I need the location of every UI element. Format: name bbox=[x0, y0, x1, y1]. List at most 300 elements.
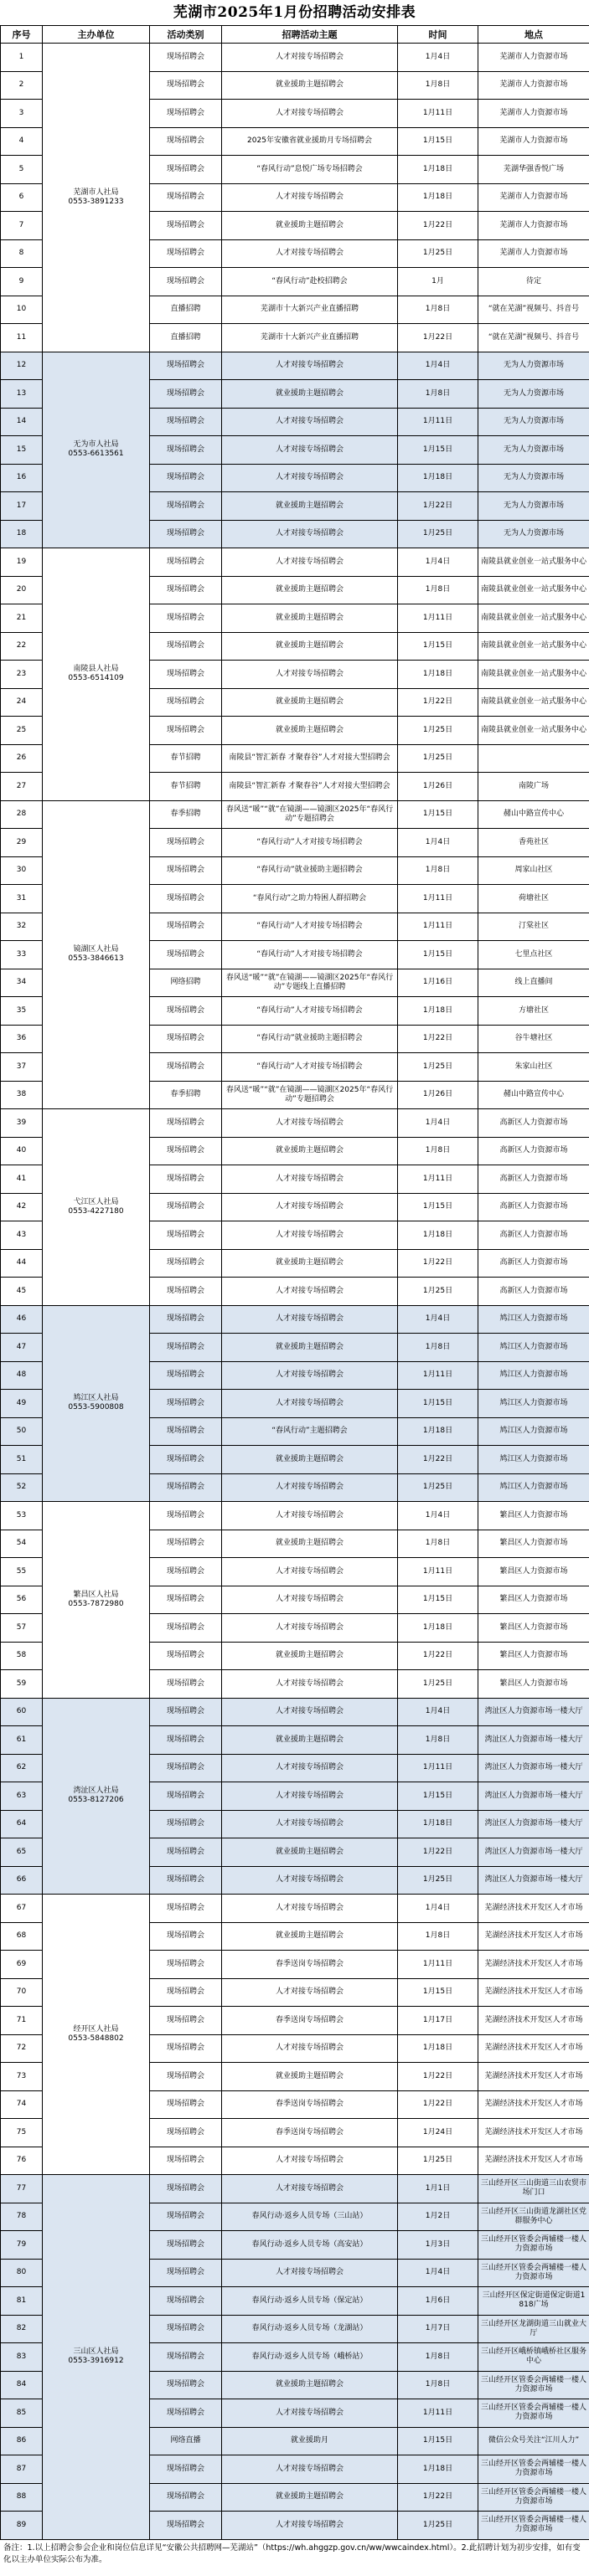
activity-type: 现场招聘会 bbox=[150, 239, 222, 268]
activity-theme: “春风行动”息悦广场专场招聘会 bbox=[222, 156, 398, 184]
organizer-cell bbox=[43, 1305, 150, 1502]
activity-date: 1月4日 bbox=[398, 829, 478, 857]
activity-theme: 春风行动·返乡人员专场（峨桥站） bbox=[222, 2343, 398, 2372]
organizer-phone: 0553-6514109 bbox=[68, 674, 123, 682]
activity-theme: 就业援助主题招聘会 bbox=[222, 1446, 398, 1474]
activity-place: 鸠江区人力资源市场 bbox=[478, 1305, 589, 1334]
activity-date: 1月2日 bbox=[398, 2203, 478, 2231]
activity-type: 现场招聘会 bbox=[150, 856, 222, 885]
row-number: 1 bbox=[1, 44, 43, 72]
activity-type: 现场招聘会 bbox=[150, 1866, 222, 1895]
activity-type: 现场招聘会 bbox=[150, 2175, 222, 2203]
activity-type: 现场招聘会 bbox=[150, 1305, 222, 1334]
activity-theme: 人才对接专场招聘会 bbox=[222, 1502, 398, 1530]
activity-theme: 人才对接专场招聘会 bbox=[222, 1782, 398, 1811]
row-number: 46 bbox=[1, 1305, 43, 1334]
activity-place: 无为人力资源市场 bbox=[478, 352, 589, 380]
activity-place: 芜湖华强香悦广场 bbox=[478, 156, 589, 184]
table-row bbox=[1, 1698, 589, 1726]
activity-theme: 人才对接专场招聘会 bbox=[222, 1670, 398, 1699]
activity-theme: 人才对接专场招聘会 bbox=[222, 1586, 398, 1614]
row-number: 25 bbox=[1, 717, 43, 745]
activity-type: 现场招聘会 bbox=[150, 1249, 222, 1278]
activity-theme: 人才对接专场招聘会 bbox=[222, 1895, 398, 1923]
row-number: 20 bbox=[1, 576, 43, 604]
activity-place: “就在芜湖”视频号、抖音号 bbox=[478, 296, 589, 324]
activity-date: 1月22日 bbox=[398, 1446, 478, 1474]
activity-type: 现场招聘会 bbox=[150, 604, 222, 633]
activity-theme: 就业援助主题招聘会 bbox=[222, 1838, 398, 1867]
row-number: 49 bbox=[1, 1390, 43, 1418]
activity-type: 现场招聘会 bbox=[150, 1221, 222, 1250]
activity-date: 1月18日 bbox=[398, 156, 478, 184]
row-number: 37 bbox=[1, 1053, 43, 1082]
row-number: 57 bbox=[1, 1614, 43, 1643]
activity-type: 现场招聘会 bbox=[150, 127, 222, 156]
organizer-cell bbox=[43, 352, 150, 548]
activity-theme: 人才对接专场招聘会 bbox=[222, 2175, 398, 2203]
activity-type: 现场招聘会 bbox=[150, 1446, 222, 1474]
activity-theme: “春风行动”赴校招聘会 bbox=[222, 268, 398, 296]
activity-theme: 人才对接专场招聘会 bbox=[222, 1165, 398, 1194]
activity-type: 现场招聘会 bbox=[150, 2034, 222, 2063]
activity-place: 繁昌区人力资源市场 bbox=[478, 1558, 589, 1586]
activity-theme: “春风行动”人才对接专场招聘会 bbox=[222, 829, 398, 857]
activity-theme: 就业援助主题招聘会 bbox=[222, 1922, 398, 1951]
activity-place: 芜湖经济技术开发区人才市场 bbox=[478, 1895, 589, 1923]
row-number: 70 bbox=[1, 1978, 43, 2007]
activity-place: 微信公众号关注“江川人力” bbox=[478, 2427, 589, 2455]
activity-place: 三山经开区龙湖街道三山就业大厅 bbox=[478, 2315, 589, 2343]
table-row bbox=[1, 352, 589, 380]
organizer-cell bbox=[43, 1109, 150, 1306]
activity-date: 1月4日 bbox=[398, 1895, 478, 1923]
activity-date: 1月25日 bbox=[398, 1473, 478, 1502]
activity-place: 芜湖市人力资源市场 bbox=[478, 44, 589, 72]
activity-type: 春节招聘 bbox=[150, 773, 222, 801]
row-number: 71 bbox=[1, 2007, 43, 2035]
activity-type: 现场招聘会 bbox=[150, 408, 222, 436]
activity-date: 1月11日 bbox=[398, 1754, 478, 1782]
activity-place: 芜湖市人力资源市场 bbox=[478, 212, 589, 240]
activity-type: 现场招聘会 bbox=[150, 100, 222, 128]
activity-date: 1月18日 bbox=[398, 1810, 478, 1838]
activity-theme: 人才对接专场招聘会 bbox=[222, 2455, 398, 2484]
activity-theme: 人才对接专场招聘会 bbox=[222, 239, 398, 268]
row-number: 40 bbox=[1, 1137, 43, 1165]
row-number: 78 bbox=[1, 2203, 43, 2231]
activity-type: 现场招聘会 bbox=[150, 2343, 222, 2372]
activity-place: 无为人力资源市场 bbox=[478, 520, 589, 548]
activity-theme: 人才对接专场招聘会 bbox=[222, 2399, 398, 2428]
activity-type: 现场招聘会 bbox=[150, 1361, 222, 1390]
organizer-name: 湾沚区人社局 bbox=[73, 1787, 118, 1795]
activity-type: 网络招聘 bbox=[150, 969, 222, 997]
activity-date: 1月15日 bbox=[398, 1193, 478, 1221]
row-number: 23 bbox=[1, 661, 43, 689]
activity-place: 方塘社区 bbox=[478, 997, 589, 1026]
activity-date: 1月15日 bbox=[398, 1586, 478, 1614]
row-number: 62 bbox=[1, 1754, 43, 1782]
activity-theme: 人才对接专场招聘会 bbox=[222, 183, 398, 212]
activity-type: 现场招聘会 bbox=[150, 1838, 222, 1867]
activity-place: 湾沚区人力资源市场一楼大厅 bbox=[478, 1698, 589, 1726]
activity-place: 三山经开区三山街道三山农贸市场门口 bbox=[478, 2175, 589, 2203]
activity-type: 现场招聘会 bbox=[150, 2007, 222, 2035]
activity-theme: 就业援助主题招聘会 bbox=[222, 632, 398, 661]
activity-type: 现场招聘会 bbox=[150, 1726, 222, 1755]
row-number: 10 bbox=[1, 296, 43, 324]
activity-place: 待定 bbox=[478, 268, 589, 296]
activity-type: 现场招聘会 bbox=[150, 661, 222, 689]
activity-type: 现场招聘会 bbox=[150, 1053, 222, 1082]
row-number: 3 bbox=[1, 100, 43, 128]
activity-type: 春节招聘 bbox=[150, 744, 222, 773]
row-number: 84 bbox=[1, 2371, 43, 2399]
row-number: 8 bbox=[1, 239, 43, 268]
activity-theme: 春季送岗专场招聘会 bbox=[222, 2090, 398, 2119]
activity-type: 现场招聘会 bbox=[150, 492, 222, 521]
activity-theme: 人才对接专场招聘会 bbox=[222, 1698, 398, 1726]
activity-theme: 就业援助主题招聘会 bbox=[222, 717, 398, 745]
header-no: 序号 bbox=[1, 26, 43, 44]
activity-type: 现场招聘会 bbox=[150, 829, 222, 857]
table-row bbox=[1, 1305, 589, 1334]
row-number: 44 bbox=[1, 1249, 43, 1278]
activity-theme: 春风行动·返乡人员专场（龙湖站） bbox=[222, 2315, 398, 2343]
row-number: 89 bbox=[1, 2512, 43, 2540]
activity-type: 现场招聘会 bbox=[150, 1642, 222, 1670]
activity-place: 高新区人力资源市场 bbox=[478, 1193, 589, 1221]
row-number: 77 bbox=[1, 2175, 43, 2203]
activity-date: 1月22日 bbox=[398, 2483, 478, 2512]
activity-type: 现场招聘会 bbox=[150, 1193, 222, 1221]
activity-place: 朱家山社区 bbox=[478, 1053, 589, 1082]
row-number: 81 bbox=[1, 2287, 43, 2316]
activity-date: 1月15日 bbox=[398, 1782, 478, 1811]
activity-type: 现场招聘会 bbox=[150, 268, 222, 296]
activity-date: 1月24日 bbox=[398, 2119, 478, 2147]
activity-type: 现场招聘会 bbox=[150, 2259, 222, 2287]
activity-theme: 人才对接专场招聘会 bbox=[222, 1193, 398, 1221]
table-row bbox=[1, 800, 589, 829]
activity-date: 1月22日 bbox=[398, 2063, 478, 2091]
organizer-cell bbox=[43, 800, 150, 1109]
table-row bbox=[1, 1895, 589, 1923]
activity-type: 现场招聘会 bbox=[150, 212, 222, 240]
activity-theme: 春风送“暖”“就”在镜湖——镜湖区2025年“春风行动”专题线上直播招聘 bbox=[222, 969, 398, 997]
organizer-phone: 0553-5900808 bbox=[68, 1403, 123, 1411]
activity-date: 1月8日 bbox=[398, 1726, 478, 1755]
activity-date: 1月8日 bbox=[398, 2343, 478, 2372]
activity-type: 现场招聘会 bbox=[150, 1165, 222, 1194]
activity-type: 现场招聘会 bbox=[150, 1530, 222, 1558]
activity-date: 1月22日 bbox=[398, 2090, 478, 2119]
activity-theme: 春风行动·返乡人员专场（三山站） bbox=[222, 2203, 398, 2231]
activity-theme: 人才对接专场招聘会 bbox=[222, 548, 398, 577]
activity-theme: 就业援助主题招聘会 bbox=[222, 2371, 398, 2399]
activity-place: 三山经开区管委会两辅楼一楼人力资源市场 bbox=[478, 2259, 589, 2287]
organizer-cell bbox=[43, 1895, 150, 2175]
activity-theme: “春风行动”主题招聘会 bbox=[222, 1417, 398, 1446]
activity-place: 无为人力资源市场 bbox=[478, 464, 589, 492]
activity-type: 现场招聘会 bbox=[150, 1670, 222, 1699]
activity-type: 现场招聘会 bbox=[150, 71, 222, 100]
activity-theme: 人才对接专场招聘会 bbox=[222, 100, 398, 128]
activity-date: 1月25日 bbox=[398, 2512, 478, 2540]
activity-date: 1月7日 bbox=[398, 2315, 478, 2343]
row-number: 53 bbox=[1, 1502, 43, 1530]
activity-date: 1月15日 bbox=[398, 632, 478, 661]
activity-date: 1月8日 bbox=[398, 71, 478, 100]
organizer-phone: 0553-5848802 bbox=[68, 2034, 123, 2043]
activity-date: 1月16日 bbox=[398, 969, 478, 997]
activity-theme: 人才对接专场招聘会 bbox=[222, 1473, 398, 1502]
activity-place: 汀棠社区 bbox=[478, 913, 589, 941]
activity-date: 1月11日 bbox=[398, 408, 478, 436]
activity-theme: 人才对接专场招聘会 bbox=[222, 2259, 398, 2287]
row-number: 60 bbox=[1, 1698, 43, 1726]
row-number: 80 bbox=[1, 2259, 43, 2287]
activity-place: 三山经开区管委会两辅楼一楼人力资源市场 bbox=[478, 2231, 589, 2260]
activity-theme: “春风行动”人才对接专场招聘会 bbox=[222, 997, 398, 1026]
row-number: 18 bbox=[1, 520, 43, 548]
activity-place: 南陵县就业创业一站式服务中心 bbox=[478, 632, 589, 661]
activity-type: 现场招聘会 bbox=[150, 913, 222, 941]
activity-theme: 就业援助主题招聘会 bbox=[222, 71, 398, 100]
activity-type: 网络直播 bbox=[150, 2427, 222, 2455]
activity-place: 鸠江区人力资源市场 bbox=[478, 1390, 589, 1418]
activity-date: 1月 bbox=[398, 268, 478, 296]
activity-theme: 人才对接专场招聘会 bbox=[222, 408, 398, 436]
row-number: 32 bbox=[1, 913, 43, 941]
organizer-name: 镜湖区人社局 bbox=[73, 945, 118, 954]
activity-date: 1月18日 bbox=[398, 464, 478, 492]
organizer-phone: 0553-3916912 bbox=[68, 2357, 123, 2365]
activity-date: 1月11日 bbox=[398, 604, 478, 633]
activity-place: 湾沚区人力资源市场一楼大厅 bbox=[478, 1726, 589, 1755]
activity-place: 南陵县就业创业一站式服务中心 bbox=[478, 661, 589, 689]
activity-date: 1月25日 bbox=[398, 239, 478, 268]
row-number: 22 bbox=[1, 632, 43, 661]
row-number: 33 bbox=[1, 941, 43, 969]
activity-type: 现场招聘会 bbox=[150, 688, 222, 717]
activity-place: 高新区人力资源市场 bbox=[478, 1137, 589, 1165]
activity-date: 1月11日 bbox=[398, 2399, 478, 2428]
activity-theme: 人才对接专场招聘会 bbox=[222, 520, 398, 548]
activity-type: 现场招聘会 bbox=[150, 1137, 222, 1165]
row-number: 11 bbox=[1, 324, 43, 352]
activity-type: 现场招聘会 bbox=[150, 717, 222, 745]
activity-theme: 南陵县“智汇新春 才聚春谷”人才对接大型招聘会 bbox=[222, 773, 398, 801]
activity-date: 1月22日 bbox=[398, 1838, 478, 1867]
activity-theme: 春风行动·返乡人员专场（保定站） bbox=[222, 2287, 398, 2316]
table-row bbox=[1, 44, 589, 72]
row-number: 41 bbox=[1, 1165, 43, 1194]
activity-place: 三山经开区管委会两辅楼一楼人力资源市场 bbox=[478, 2483, 589, 2512]
activity-type: 现场招聘会 bbox=[150, 2119, 222, 2147]
activity-type: 直播招聘 bbox=[150, 324, 222, 352]
activity-place: 芜湖经济技术开发区人才市场 bbox=[478, 1978, 589, 2007]
activity-type: 现场招聘会 bbox=[150, 156, 222, 184]
row-number: 88 bbox=[1, 2483, 43, 2512]
activity-type: 现场招聘会 bbox=[150, 1754, 222, 1782]
row-number: 87 bbox=[1, 2455, 43, 2484]
activity-date: 1月18日 bbox=[398, 1417, 478, 1446]
activity-theme: 人才对接专场招聘会 bbox=[222, 2512, 398, 2540]
activity-date: 1月4日 bbox=[398, 1305, 478, 1334]
activity-place: 芜湖市人力资源市场 bbox=[478, 239, 589, 268]
row-number: 82 bbox=[1, 2315, 43, 2343]
row-number: 67 bbox=[1, 1895, 43, 1923]
row-number: 34 bbox=[1, 969, 43, 997]
activity-place: 赭山中路宣传中心 bbox=[478, 1081, 589, 1109]
row-number: 12 bbox=[1, 352, 43, 380]
activity-type: 现场招聘会 bbox=[150, 1782, 222, 1811]
activity-type: 现场招聘会 bbox=[150, 2203, 222, 2231]
activity-type: 现场招聘会 bbox=[150, 1417, 222, 1446]
activity-place: 鸠江区人力资源市场 bbox=[478, 1446, 589, 1474]
activity-date: 1月15日 bbox=[398, 1390, 478, 1418]
activity-theme: 人才对接专场招聘会 bbox=[222, 1558, 398, 1586]
activity-theme: 人才对接专场招聘会 bbox=[222, 1278, 398, 1306]
activity-date: 1月4日 bbox=[398, 1698, 478, 1726]
activity-theme: 就业援助主题招聘会 bbox=[222, 1334, 398, 1362]
schedule-body bbox=[1, 44, 589, 2540]
row-number: 86 bbox=[1, 2427, 43, 2455]
activity-date: 1月8日 bbox=[398, 1334, 478, 1362]
activity-place: 南陵县就业创业一站式服务中心 bbox=[478, 717, 589, 745]
activity-theme: 就业援助主题招聘会 bbox=[222, 1642, 398, 1670]
organizer-phone: 0553-7872980 bbox=[68, 1600, 123, 1608]
row-number: 5 bbox=[1, 156, 43, 184]
activity-place: 七里点社区 bbox=[478, 941, 589, 969]
activity-theme: 春风行动·返乡人员专场（高安站） bbox=[222, 2231, 398, 2260]
activity-theme: 就业援助主题招聘会 bbox=[222, 492, 398, 521]
activity-type: 现场招聘会 bbox=[150, 2287, 222, 2316]
activity-type: 现场招聘会 bbox=[150, 2483, 222, 2512]
activity-date: 1月8日 bbox=[398, 1530, 478, 1558]
activity-place: 芜湖经济技术开发区人才市场 bbox=[478, 2007, 589, 2035]
activity-date: 1月22日 bbox=[398, 688, 478, 717]
activity-date: 1月15日 bbox=[398, 1978, 478, 2007]
activity-date: 1月3日 bbox=[398, 2231, 478, 2260]
activity-theme: 人才对接专场招聘会 bbox=[222, 1305, 398, 1334]
activity-place: 芜湖市人力资源市场 bbox=[478, 71, 589, 100]
activity-place: 芜湖经济技术开发区人才市场 bbox=[478, 1951, 589, 1979]
activity-place: 繁昌区人力资源市场 bbox=[478, 1530, 589, 1558]
activity-theme: 就业援助主题招聘会 bbox=[222, 380, 398, 409]
organizer-phone: 0553-3846613 bbox=[68, 954, 123, 963]
activity-type: 春季招聘 bbox=[150, 1081, 222, 1109]
activity-theme: 人才对接专场招聘会 bbox=[222, 1754, 398, 1782]
row-number: 27 bbox=[1, 773, 43, 801]
activity-type: 现场招聘会 bbox=[150, 1922, 222, 1951]
activity-type: 现场招聘会 bbox=[150, 632, 222, 661]
row-number: 13 bbox=[1, 380, 43, 409]
activity-theme: 就业援助主题招聘会 bbox=[222, 1137, 398, 1165]
row-number: 43 bbox=[1, 1221, 43, 1250]
activity-date: 1月18日 bbox=[398, 2455, 478, 2484]
row-number: 75 bbox=[1, 2119, 43, 2147]
activity-place: 高新区人力资源市场 bbox=[478, 1278, 589, 1306]
row-number: 42 bbox=[1, 1193, 43, 1221]
activity-type: 现场招聘会 bbox=[150, 1810, 222, 1838]
row-number: 61 bbox=[1, 1726, 43, 1755]
activity-theme: 就业援助主题招聘会 bbox=[222, 688, 398, 717]
row-number: 68 bbox=[1, 1922, 43, 1951]
activity-theme: 就业援助主题招聘会 bbox=[222, 1726, 398, 1755]
activity-date: 1月8日 bbox=[398, 1137, 478, 1165]
activity-date: 1月18日 bbox=[398, 1221, 478, 1250]
activity-date: 1月4日 bbox=[398, 44, 478, 72]
activity-type: 现场招聘会 bbox=[150, 1558, 222, 1586]
activity-theme: 人才对接专场招聘会 bbox=[222, 1810, 398, 1838]
row-number: 69 bbox=[1, 1951, 43, 1979]
activity-theme: 就业援助主题招聘会 bbox=[222, 576, 398, 604]
activity-date: 1月11日 bbox=[398, 1165, 478, 1194]
activity-type: 现场招聘会 bbox=[150, 352, 222, 380]
row-number: 26 bbox=[1, 744, 43, 773]
row-number: 55 bbox=[1, 1558, 43, 1586]
activity-date: 1月11日 bbox=[398, 1558, 478, 1586]
activity-date: 1月25日 bbox=[398, 1866, 478, 1895]
organizer-cell bbox=[43, 44, 150, 352]
activity-place: 三山经开区三山街道龙湖社区党群服务中心 bbox=[478, 2203, 589, 2231]
activity-date: 1月25日 bbox=[398, 1278, 478, 1306]
activity-type: 现场招聘会 bbox=[150, 885, 222, 913]
organizer-name: 无为市人社局 bbox=[73, 440, 118, 449]
row-number: 56 bbox=[1, 1586, 43, 1614]
row-number: 35 bbox=[1, 997, 43, 1026]
activity-date: 1月8日 bbox=[398, 576, 478, 604]
activity-type: 现场招聘会 bbox=[150, 2315, 222, 2343]
activity-theme: 就业援助主题招聘会 bbox=[222, 1249, 398, 1278]
activity-place: 三山经开区管委会两辅楼一楼人力资源市场 bbox=[478, 2512, 589, 2540]
organizer-name: 弋江区人社局 bbox=[73, 1198, 118, 1206]
header-date: 时间 bbox=[398, 26, 478, 44]
activity-theme: 人才对接专场招聘会 bbox=[222, 1978, 398, 2007]
organizer-phone: 0553-3891233 bbox=[68, 198, 123, 206]
activity-type: 现场招聘会 bbox=[150, 1614, 222, 1643]
activity-date: 1月26日 bbox=[398, 1081, 478, 1109]
row-number: 48 bbox=[1, 1361, 43, 1390]
header-place: 地点 bbox=[478, 26, 589, 44]
organizer-phone: 0553-4227180 bbox=[68, 1207, 123, 1216]
activity-date: 1月8日 bbox=[398, 380, 478, 409]
organizer-cell bbox=[43, 1502, 150, 1699]
row-number: 38 bbox=[1, 1081, 43, 1109]
activity-date: 1月26日 bbox=[398, 773, 478, 801]
row-number: 4 bbox=[1, 127, 43, 156]
activity-type: 现场招聘会 bbox=[150, 1502, 222, 1530]
activity-type: 现场招聘会 bbox=[150, 1025, 222, 1053]
activity-date: 1月11日 bbox=[398, 100, 478, 128]
activity-type: 现场招聘会 bbox=[150, 183, 222, 212]
activity-type: 现场招聘会 bbox=[150, 1698, 222, 1726]
header-theme: 招聘活动主题 bbox=[222, 26, 398, 44]
activity-theme: 人才对接专场招聘会 bbox=[222, 464, 398, 492]
activity-date: 1月4日 bbox=[398, 2259, 478, 2287]
activity-type: 现场招聘会 bbox=[150, 2063, 222, 2091]
row-number: 21 bbox=[1, 604, 43, 633]
activity-theme: 就业援助主题招聘会 bbox=[222, 2063, 398, 2091]
activity-type: 现场招聘会 bbox=[150, 548, 222, 577]
activity-date: 1月4日 bbox=[398, 352, 478, 380]
activity-place: 芜湖经济技术开发区人才市场 bbox=[478, 2119, 589, 2147]
header-type: 活动类别 bbox=[150, 26, 222, 44]
activity-type: 现场招聘会 bbox=[150, 2371, 222, 2399]
